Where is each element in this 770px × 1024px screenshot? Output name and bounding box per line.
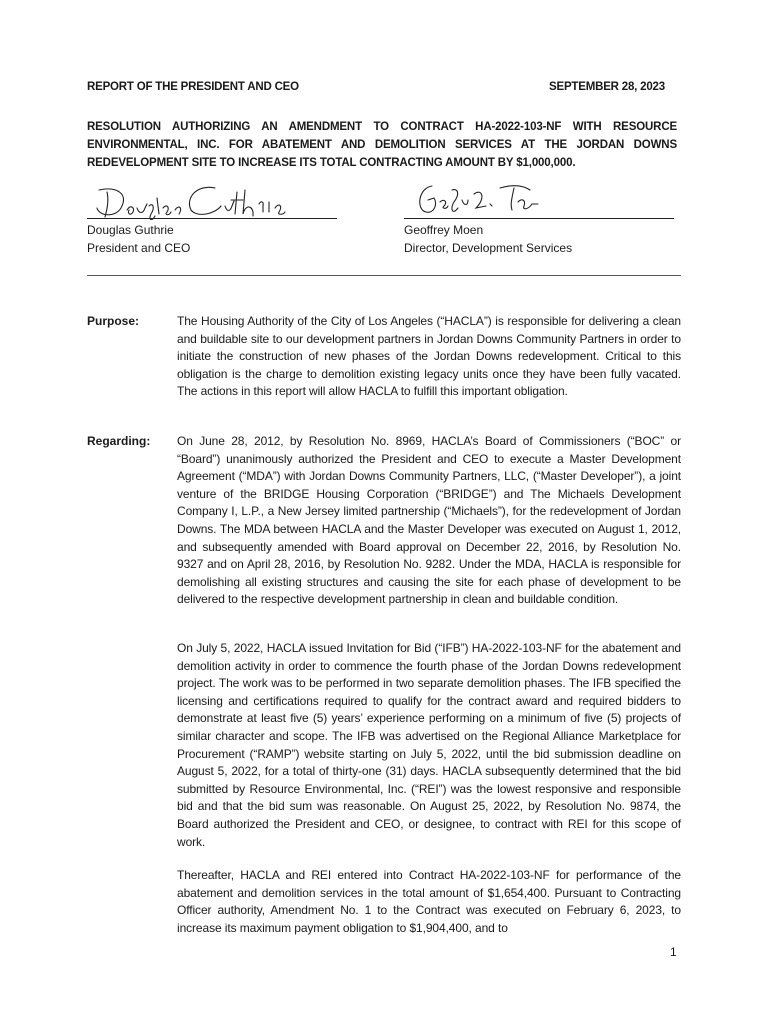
signature-douglas-guthrie — [87, 180, 337, 218]
resolution-title: RESOLUTION AUTHORIZING AN AMENDMENT TO CONTRACT HA-2022-103-NF WITH RESOURCE ENVIRONMENTAL, INC. FOR ABATEMENT AND DEMOLITION SERVICES AT THE JORDAN DOWNS REDEVELOPMENT SITE TO INCREASE ITS TOTAL CONTRACTING AMOUNT BY $1,000,000. — [87, 121, 677, 169]
signatory-title: President and CEO — [87, 241, 191, 255]
signatory-name: Geoffrey Moen — [404, 223, 484, 237]
section-divider — [87, 275, 681, 276]
signatory-title: Director, Development Services — [404, 241, 573, 255]
report-title: REPORT OF THE PRESIDENT AND CEO — [87, 81, 299, 93]
regarding-paragraph: On July 5, 2022, HACLA issued Invitation for Bid (“IFB”) HA-2022-103-NF for the abatement and demolition activity in order to commence the fourth phase of the Jordan Downs redevelopment project. The work was to be performed in two separate demolition phases. The IFB specified the licensing and certifications required to qualify for the contract award and required bidders to demonstrate at least five (5) years’ experience performing on a minimum of five (5) projects of similar character and scope. The IFB was advertised on the Regional Alliance Marketplace for Procurement (“RAMP”) website starting on July 5, 2022, until the bid submission deadline on August 5, 2022, for a total of thirty-one (31) days. HACLA subsequently determined that the bid submitted by Resource Environmental, Inc. (“REI”) was the lowest responsive and responsible bid and that the bid sum was reasonable. On August 25, 2022, by Resolution No. 9874, the Board authorized the President and CEO, or designee, to contract with REI for this scope of work. — [177, 641, 681, 849]
regarding-label: Regarding: — [87, 434, 151, 448]
report-date: SEPTEMBER 28, 2023 — [549, 81, 665, 93]
purpose-label: Purpose: — [87, 314, 140, 328]
regarding-paragraph: On June 28, 2012, by Resolution No. 8969, HACLA’s Board of Commissioners (“BOC” or “Board”) unanimously authorized the President and CEO to execute a Master Development Agreement (“MDA”) with Jordan Downs Community Partners, LLC, (“Master Developer”), a joint venture of the BRIDGE Housing Corporation (“BRIDGE”) and The Michaels Development Company I, L.P., a New Jersey limited partnership (“Michaels”), for the redevelopment of Jordan Downs. The MDA between HACLA and the Master Developer was executed on August 1, 2012, and subsequently amended with Board approval on December 22, 2016, by Resolution No. 9327 and on April 28, 2016, by Resolution No. 9282. Under the MDA, HACLA is responsible for demolishing all existing structures and causing the site for each phase of development to be delivered to the respective development partnership in clean and buildable condition. — [177, 434, 681, 607]
signature-block-ceo — [87, 180, 337, 257]
regarding-paragraph: Thereafter, HACLA and REI entered into Contract HA-2022-103-NF for performance of the abatement and demolition services in the total amount of $1,654,400. Pursuant to Contracting Officer authority, Amendment No. 1 to the Contract was executed on February 6, 2023, to increase its maximum payment obligation to $1,904,400, and to — [177, 868, 681, 935]
page-number: 1 — [670, 945, 677, 959]
purpose-text: The Housing Authority of the City of Los Angeles (“HACLA”) is responsible for delivering a clean and buildable site to our development partners in Jordan Downs Community Partners in order to initiate the construction of new phases of the Jordan Downs redevelopment. Critical to this obligation is the charge to demolition existing legacy units once they have been fully vacated. The actions in this report will allow HACLA to fulfill this important obligation. — [177, 314, 681, 399]
signature-block-director — [404, 180, 674, 257]
signature-geoffrey-moen — [404, 180, 674, 218]
signatory-name: Douglas Guthrie — [87, 223, 174, 237]
